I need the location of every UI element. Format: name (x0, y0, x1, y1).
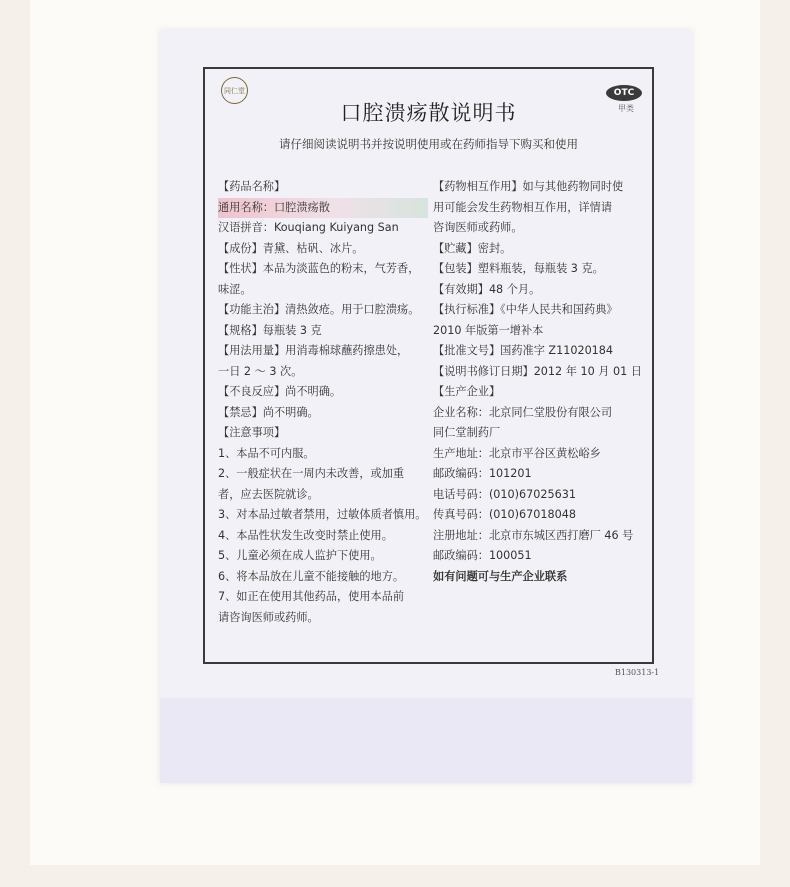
text-line: 【生产企业】 (433, 385, 501, 398)
text-line: 6、将本品放在儿童不能接触的地方。 (218, 569, 405, 583)
text-line: 咨询医师或药师。 (433, 221, 523, 234)
left-column (218, 177, 428, 628)
document-code: B130313-1 (615, 668, 660, 677)
text-line: 【批准文号】国药准字 Z11020184 (433, 344, 614, 357)
brand-logo-icon: 同仁堂 (221, 77, 248, 104)
text-line: 【贮藏】密封。 (433, 241, 512, 255)
text-line: 邮政编码：101201 (433, 467, 532, 480)
text-line: 4、本品性状发生改变时禁止使用。 (218, 528, 393, 542)
text-line: 【包装】塑料瓶装，每瓶装 3 克。 (433, 262, 604, 275)
text-line: 【药物相互作用】如与其他药物同时使 (433, 180, 624, 193)
text-line: 企业名称：北京同仁堂股份有限公司 (433, 405, 613, 419)
text-line: 邮政编码：100051 (433, 549, 532, 562)
product-image-frame (30, 0, 760, 865)
text-line: 2010 年版第一增补本 (433, 323, 544, 337)
text-line: 如有问题可与生产企业联系 (433, 569, 568, 583)
right-column (433, 177, 645, 587)
text-line: 【禁忌】尚不明确。 (218, 405, 319, 419)
leaflet-border-box (203, 67, 654, 664)
leaflet-title: 口腔溃疡散说明书 (340, 101, 517, 125)
leaflet-paper (160, 30, 692, 783)
text-line: 传真号码：(010)67018048 (433, 508, 576, 521)
text-line: 【药品名称】 (218, 180, 286, 193)
text-line: 【有效期】48 个月。 (433, 282, 541, 296)
text-line: 【功能主治】清热敛疮。用于口腔溃疡。 (218, 303, 420, 316)
text-line: 7、如正在使用其他药品，使用本品前 (218, 590, 405, 603)
reading-warning: 请仔细阅读说明书并按说明使用或在药师指导下购买和使用 (279, 137, 578, 151)
text-line: 用可能会发生药物相互作用，详情请 (433, 200, 613, 214)
otc-badge: OTC (606, 85, 642, 101)
text-line: 【用法用量】用消毒棉球蘸药擦患处， (218, 344, 409, 357)
text-line: 通用名称：口腔溃疡散 (218, 198, 428, 219)
text-line: 一日 2 ～ 3 次。 (218, 364, 303, 378)
text-line: 5、儿童必须在成人监护下使用。 (218, 549, 382, 562)
text-line: 生产地址：北京市平谷区黄松峪乡 (433, 446, 601, 460)
text-line: 【说明书修订日期】2012 年 10 月 01 日 (433, 364, 642, 378)
text-line: 【不良反应】尚不明确。 (218, 385, 342, 398)
text-line: 1、本品不可内服。 (218, 446, 315, 460)
text-line: 【成份】青黛、枯矾、冰片。 (218, 241, 364, 255)
text-line: 同仁堂制药厂 (433, 426, 501, 439)
text-line: 注册地址：北京市东城区西打磨厂 46 号 (433, 528, 634, 542)
otc-class-label: 甲类 (618, 104, 634, 113)
text-line: 3、对本品过敏者禁用，过敏体质者慎用。 (218, 508, 427, 521)
text-line: 请咨询医师或药师。 (218, 610, 319, 624)
text-line: 【注意事项】 (218, 426, 286, 439)
text-line: 【规格】每瓶装 3 克 (218, 323, 322, 337)
text-line: 汉语拼音：Kouqiang Kuiyang San (218, 221, 399, 234)
text-line: 2、一般症状在一周内未改善，或加重 (218, 467, 405, 480)
text-line: 电话号码：(010)67025631 (433, 487, 576, 501)
paper-bottom-band (160, 698, 692, 783)
text-line: 味涩。 (218, 282, 252, 296)
text-line: 【性状】本品为淡蓝色的粉末，气芳香， (218, 262, 420, 275)
text-line: 【执行标准】《中华人民共和国药典》 (433, 303, 618, 316)
text-line: 者，应去医院就诊。 (218, 487, 319, 501)
